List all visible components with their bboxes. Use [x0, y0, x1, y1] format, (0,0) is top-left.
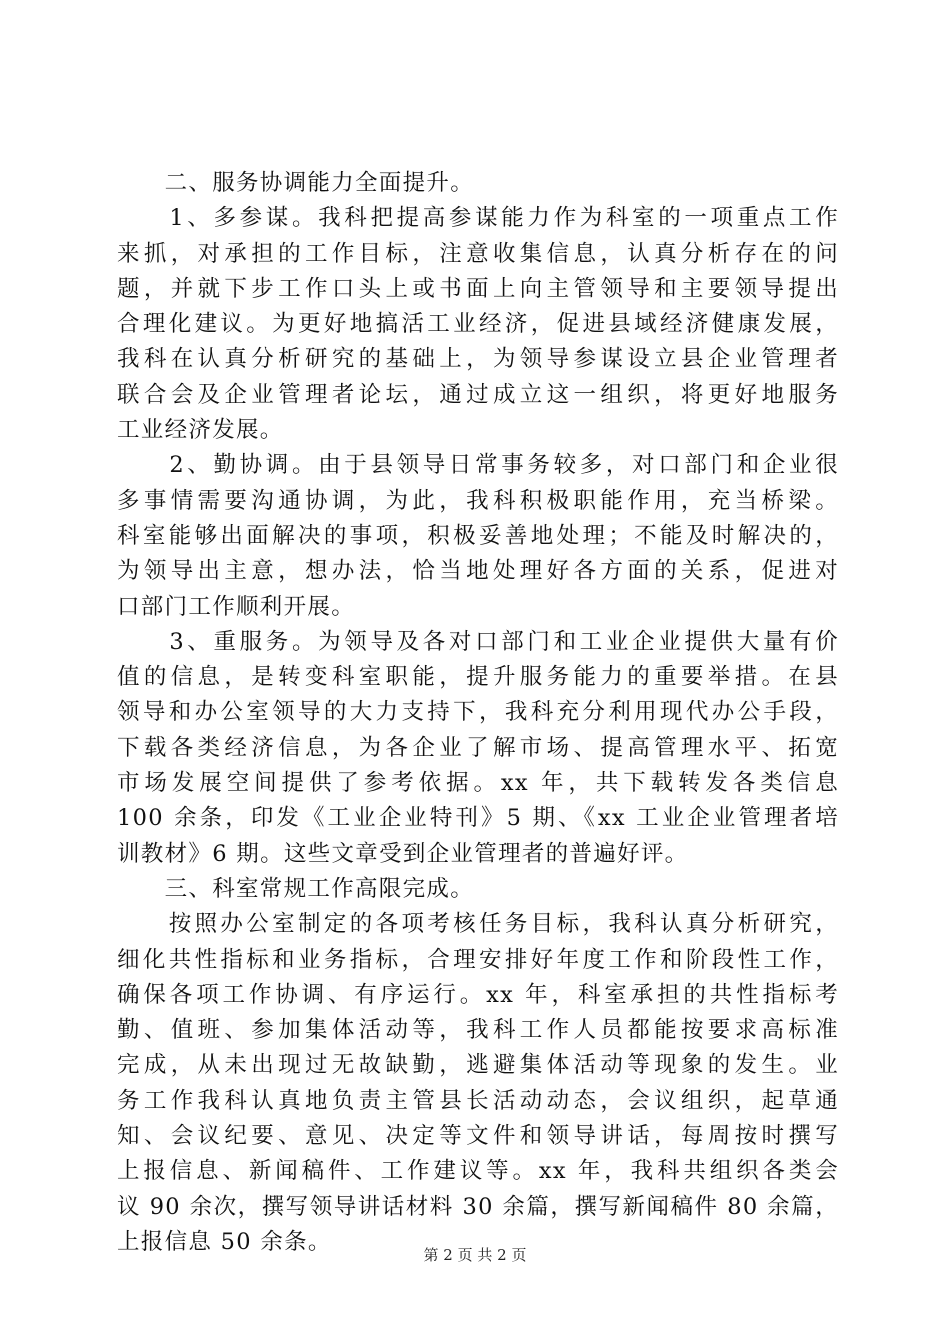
text-line: 科室能够出面解决的事项，积极妥善地处理；不能及时解决的，	[117, 522, 839, 549]
text-line: 联合会及企业管理者论坛，通过成立这一组织，将更好地服务	[117, 381, 839, 408]
text-line: 100 余条，印发《工业企业特刊》5 期、《xx 工业企业管理者培	[117, 805, 839, 832]
text-line: 2、勤协调。由于县领导日常事务较多，对口部门和企业很	[117, 452, 839, 479]
text-line: 二、服务协调能力全面提升。	[117, 170, 475, 196]
text-line: 议 90 余次，撰写领导讲话材料 30 余篇，撰写新闻稿件 80 余篇，	[117, 1193, 839, 1220]
text-line: 3、重服务。为领导及各对口部门和工业企业提供大量有价	[117, 628, 839, 655]
text-line: 我科在认真分析研究的基础上，为领导参谋设立县企业管理者	[117, 346, 839, 373]
page-footer: 第 2 页 共 2 页	[423, 1246, 527, 1264]
text-line: 上报信息、新闻稿件、工作建议等。xx 年，我科共组织各类会	[117, 1158, 839, 1185]
text-line: 市场发展空间提供了参考依据。xx 年，共下载转发各类信息	[117, 770, 839, 797]
text-line: 来抓，对承担的工作目标，注意收集信息，认真分析存在的问	[117, 240, 839, 267]
text-line: 按照办公室制定的各项考核任务目标，我科认真分析研究，	[117, 911, 839, 938]
text-line: 细化共性指标和业务指标，合理安排好年度工作和阶段性工作，	[117, 946, 839, 973]
text-line: 完成，从未出现过无故缺勤，逃避集体活动等现象的发生。业	[117, 1052, 839, 1079]
text-line: 为领导出主意，想办法，恰当地处理好各方面的关系，促进对	[117, 558, 839, 585]
text-line: 知、会议纪要、意见、决定等文件和领导讲话，每周按时撰写	[117, 1123, 839, 1150]
text-line: 确保各项工作协调、有序运行。xx 年，科室承担的共性指标考	[117, 981, 839, 1008]
text-line: 题，并就下步工作口头上或书面上向主管领导和主要领导提出	[117, 275, 839, 302]
text-line: 口部门工作顺利开展。	[117, 593, 356, 620]
text-line: 三、科室常规工作高限完成。	[117, 875, 475, 902]
text-line: 务工作我科认真地负责主管县长活动动态，会议组织，起草通	[117, 1087, 839, 1114]
text-line: 工业经济发展。	[117, 417, 284, 444]
text-line: 多事情需要沟通协调，为此，我科积极职能作用，充当桥梁。	[117, 487, 839, 514]
text-line: 训教材》6 期。这些文章受到企业管理者的普遍好评。	[117, 840, 689, 867]
text-line: 值的信息，是转变科室职能，提升服务能力的重要举措。在县	[117, 664, 839, 691]
text-line: 下载各类经济信息，为各企业了解市场、提高管理水平、拓宽	[117, 734, 839, 761]
text-line: 勤、值班、参加集体活动等，我科工作人员都能按要求高标准	[117, 1017, 839, 1044]
text-line: 领导和办公室领导的大力支持下，我科充分利用现代办公手段，	[117, 699, 839, 726]
text-line: 上报信息 50 余条。	[117, 1228, 332, 1255]
text-line: 1、多参谋。我科把提高参谋能力作为科室的一项重点工作	[117, 205, 839, 232]
document-body	[117, 166, 839, 1260]
text-line: 合理化建议。为更好地搞活工业经济，促进县域经济健康发展，	[117, 311, 839, 338]
